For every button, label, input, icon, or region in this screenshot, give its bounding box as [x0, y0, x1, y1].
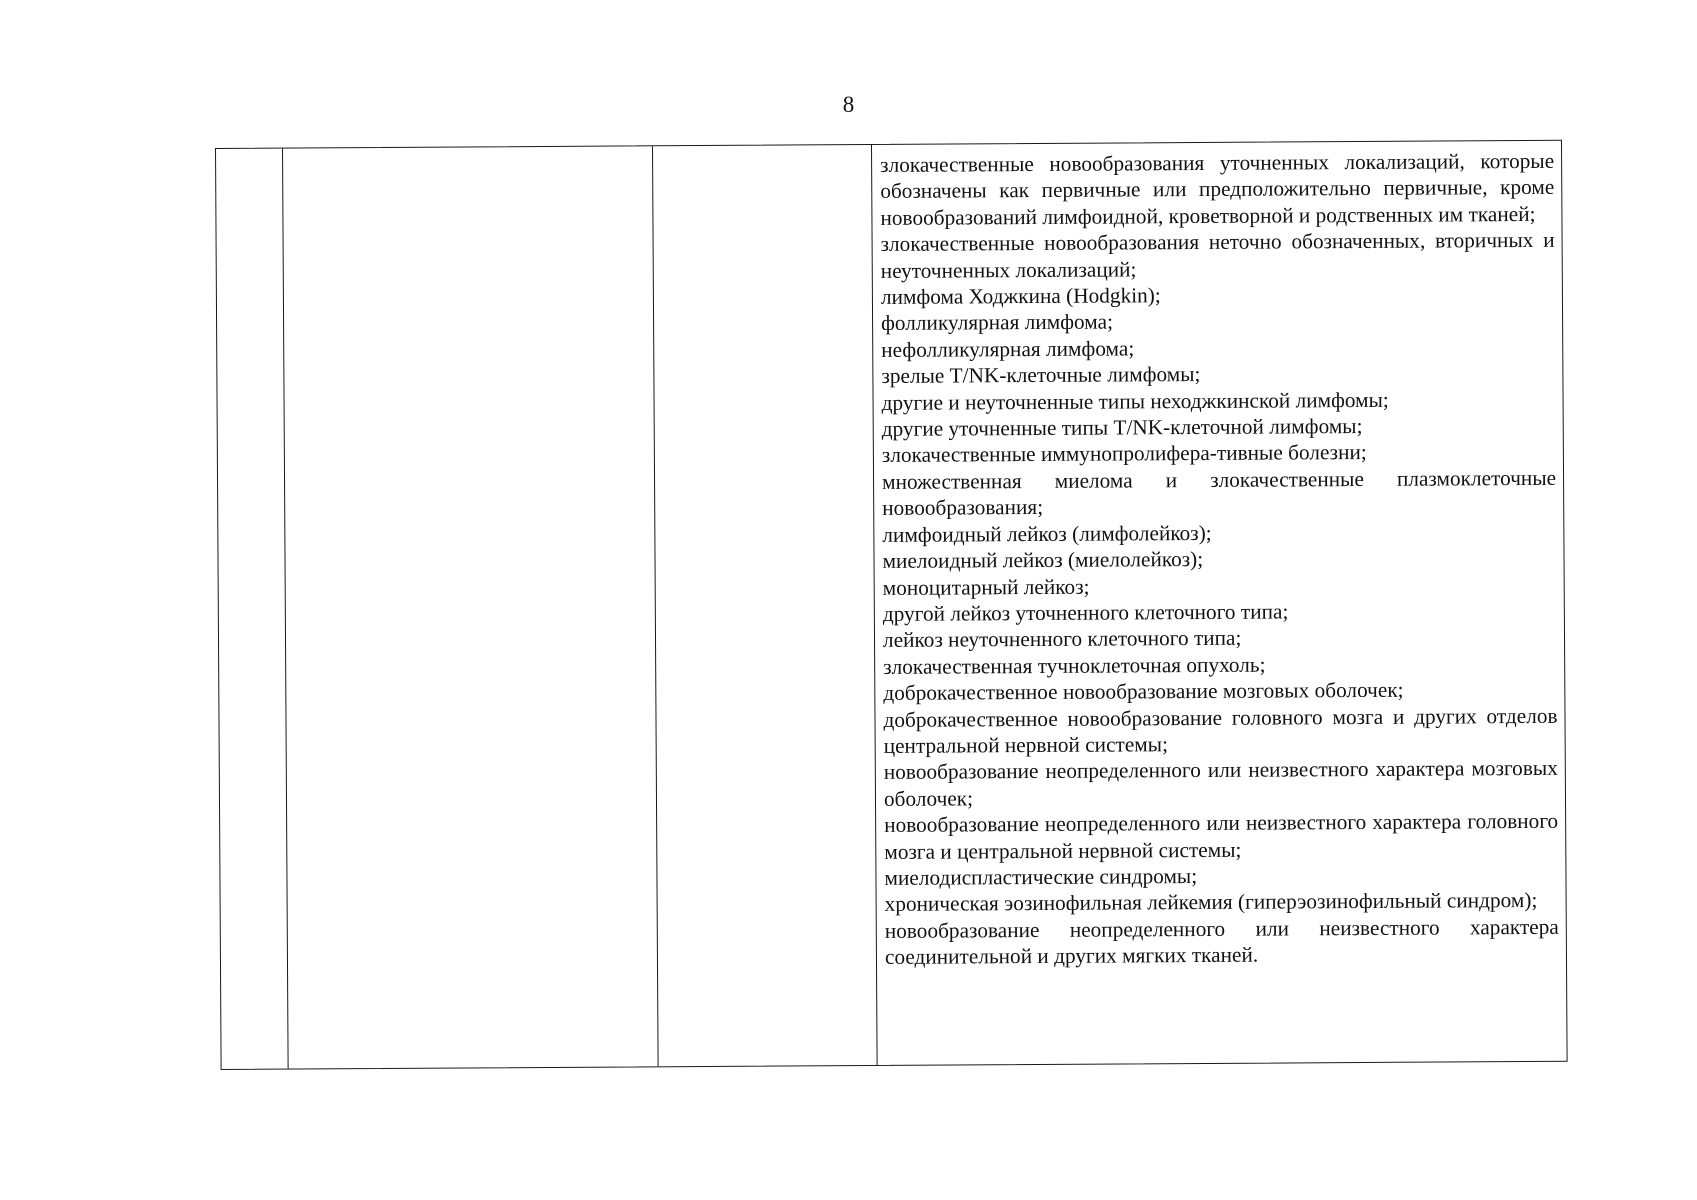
diagnosis-item: лейкоз неуточненного клеточного типа; [882, 626, 1242, 653]
diagnosis-item: злокачественные новообразования неточно обозначенных, вторичных и неуточненных локализаций; [880, 228, 1555, 283]
diagnosis-item: другие и неуточненные типы неходжкинской лимфомы; [881, 387, 1389, 415]
diagnosis-item: лимфома Ходжкина (Hodgkin); [880, 283, 1161, 309]
diagnosis-item: злокачественные новообразования уточненных локализаций, которые обозначены как первичные или предположительно первичные, кроме новообразований лимфоидной, кроветворной и родственных им тканей; [880, 148, 1555, 230]
continuation-table [215, 140, 1568, 1070]
page-number: 8 [842, 92, 855, 117]
diagnosis-item: доброкачественное новообразование мозговых оболочек; [883, 677, 1404, 706]
diagnosis-item: другой лейкоз уточненного клеточного типа; [882, 599, 1289, 626]
diagnosis-item: другие уточненные типы T/NK-клеточной лимфомы; [881, 414, 1363, 441]
diagnosis-item: нефолликулярная лимфома; [881, 336, 1135, 362]
diagnosis-item: новообразование неопределенного или неизвестного характера соединительной и других мягких тканей. [884, 914, 1559, 970]
diagnosis-list-cell [880, 148, 1559, 971]
diagnosis-item: множественная миелома и злокачественные плазмоклеточные новообразования; [881, 465, 1557, 521]
diagnosis-item: зрелые T/NK-клеточные лимфомы; [881, 362, 1201, 389]
diagnosis-item: фолликулярная лимфома; [881, 309, 1114, 336]
diagnosis-item: доброкачественное новообразование головного мозга и других отделов центральной нервной системы; [883, 703, 1558, 758]
diagnosis-item: моноцитарный лейкоз; [882, 574, 1090, 600]
diagnosis-item: миелодиспластические синдромы; [884, 863, 1198, 890]
diagnosis-item: лимфоидный лейкоз (лимфолейкоз); [882, 520, 1212, 547]
diagnosis-item: злокачественная тучноклеточная опухоль; [883, 652, 1266, 679]
diagnosis-item: миелоидный лейкоз (миелолейкоз); [882, 547, 1204, 574]
diagnosis-item: новообразование неопределенного или неизвестного характера головного мозга и центральной нервной системы; [884, 808, 1559, 864]
column-divider-3 [871, 145, 878, 1065]
column-divider-1 [282, 149, 289, 1069]
diagnosis-item: злокачественные иммунопролифера-тивные болезни; [881, 440, 1367, 468]
diagnosis-item: новообразование неопределенного или неизвестного характера мозговых оболочек; [883, 756, 1558, 811]
column-divider-2 [652, 146, 659, 1066]
diagnosis-item: хроническая эозинофильная лейкемия (гиперэозинофильный синдром); [884, 888, 1538, 917]
